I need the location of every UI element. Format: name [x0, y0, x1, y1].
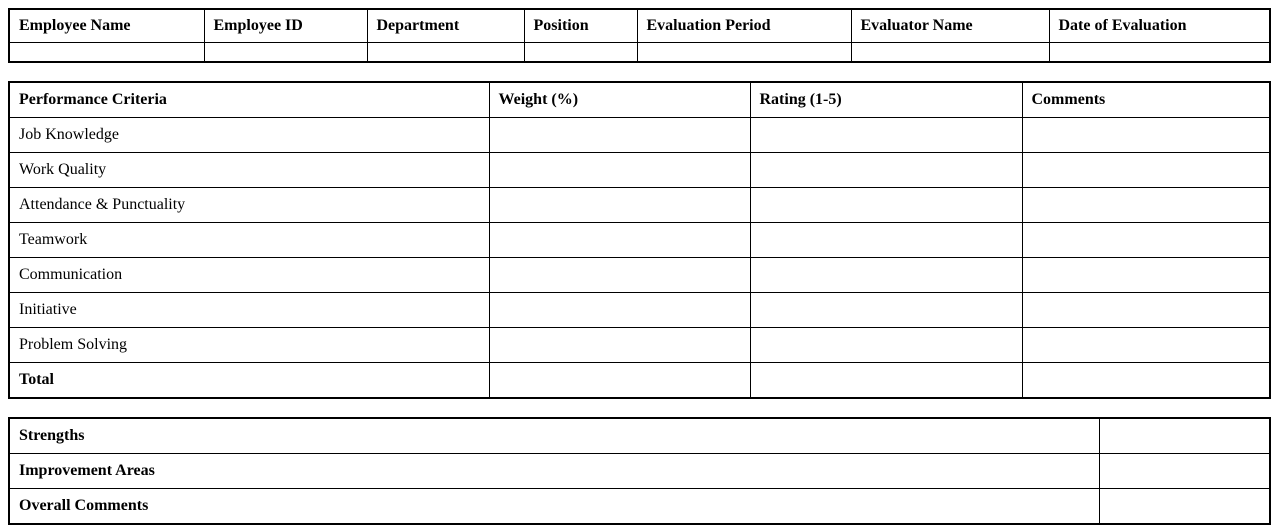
comments-header: Comments [1022, 82, 1270, 118]
weight-cell [489, 153, 750, 188]
rating-cell [750, 258, 1022, 293]
comments-cell [1022, 328, 1270, 363]
strengths-row [9, 418, 1270, 454]
rating-cell [750, 328, 1022, 363]
criteria-row-communication [9, 258, 1270, 293]
performance-header-row [9, 82, 1270, 118]
total-label: Total [9, 363, 489, 399]
date-of-evaluation-header: Date of Evaluation [1049, 9, 1270, 43]
criteria-label: Communication [9, 258, 489, 293]
strengths-value-cell [1099, 418, 1270, 454]
total-weight-cell [489, 363, 750, 399]
rating-cell [750, 153, 1022, 188]
criteria-row-job-knowledge [9, 118, 1270, 153]
weight-cell [489, 258, 750, 293]
rating-cell [750, 188, 1022, 223]
comments-cell [1022, 188, 1270, 223]
comments-cell [1022, 258, 1270, 293]
total-rating-cell [750, 363, 1022, 399]
department-header: Department [367, 9, 524, 43]
evaluator-name-header: Evaluator Name [851, 9, 1049, 43]
table-gap [8, 399, 1270, 417]
overall-comments-value-cell [1099, 489, 1270, 525]
rating-cell [750, 118, 1022, 153]
total-comments-cell [1022, 363, 1270, 399]
weight-header: Weight (%) [489, 82, 750, 118]
weight-cell [489, 328, 750, 363]
comments-cell [1022, 153, 1270, 188]
rating-header: Rating (1-5) [750, 82, 1022, 118]
employee-info-table [8, 8, 1271, 63]
summary-table [8, 417, 1271, 525]
weight-cell [489, 118, 750, 153]
weight-cell [489, 223, 750, 258]
criteria-label: Work Quality [9, 153, 489, 188]
rating-cell [750, 293, 1022, 328]
criteria-row-problem-solving [9, 328, 1270, 363]
employee-name-header: Employee Name [9, 9, 204, 43]
criteria-row-attendance-punctuality [9, 188, 1270, 223]
improvement-areas-value-cell [1099, 454, 1270, 489]
criteria-row-work-quality [9, 153, 1270, 188]
criteria-row-teamwork [9, 223, 1270, 258]
employee-name-value-cell [9, 43, 204, 63]
criteria-label: Problem Solving [9, 328, 489, 363]
comments-cell [1022, 118, 1270, 153]
comments-cell [1022, 293, 1270, 328]
criteria-row-total [9, 363, 1270, 399]
employee-info-header-row [9, 9, 1270, 43]
evaluation-period-header: Evaluation Period [637, 9, 851, 43]
evaluation-period-value-cell [637, 43, 851, 63]
weight-cell [489, 188, 750, 223]
evaluator-name-value-cell [851, 43, 1049, 63]
criteria-label: Attendance & Punctuality [9, 188, 489, 223]
strengths-label: Strengths [9, 418, 1099, 454]
date-of-evaluation-value-cell [1049, 43, 1270, 63]
improvement-areas-label: Improvement Areas [9, 454, 1099, 489]
position-value-cell [524, 43, 637, 63]
improvement-areas-row [9, 454, 1270, 489]
performance-criteria-header: Performance Criteria [9, 82, 489, 118]
table-gap [8, 63, 1270, 81]
overall-comments-row [9, 489, 1270, 525]
comments-cell [1022, 223, 1270, 258]
overall-comments-label: Overall Comments [9, 489, 1099, 525]
performance-criteria-table [8, 81, 1271, 399]
rating-cell [750, 223, 1022, 258]
employee-id-header: Employee ID [204, 9, 367, 43]
criteria-label: Initiative [9, 293, 489, 328]
employee-info-value-row [9, 43, 1270, 63]
criteria-row-initiative [9, 293, 1270, 328]
department-value-cell [367, 43, 524, 63]
employee-id-value-cell [204, 43, 367, 63]
criteria-label: Job Knowledge [9, 118, 489, 153]
criteria-label: Teamwork [9, 223, 489, 258]
weight-cell [489, 293, 750, 328]
position-header: Position [524, 9, 637, 43]
